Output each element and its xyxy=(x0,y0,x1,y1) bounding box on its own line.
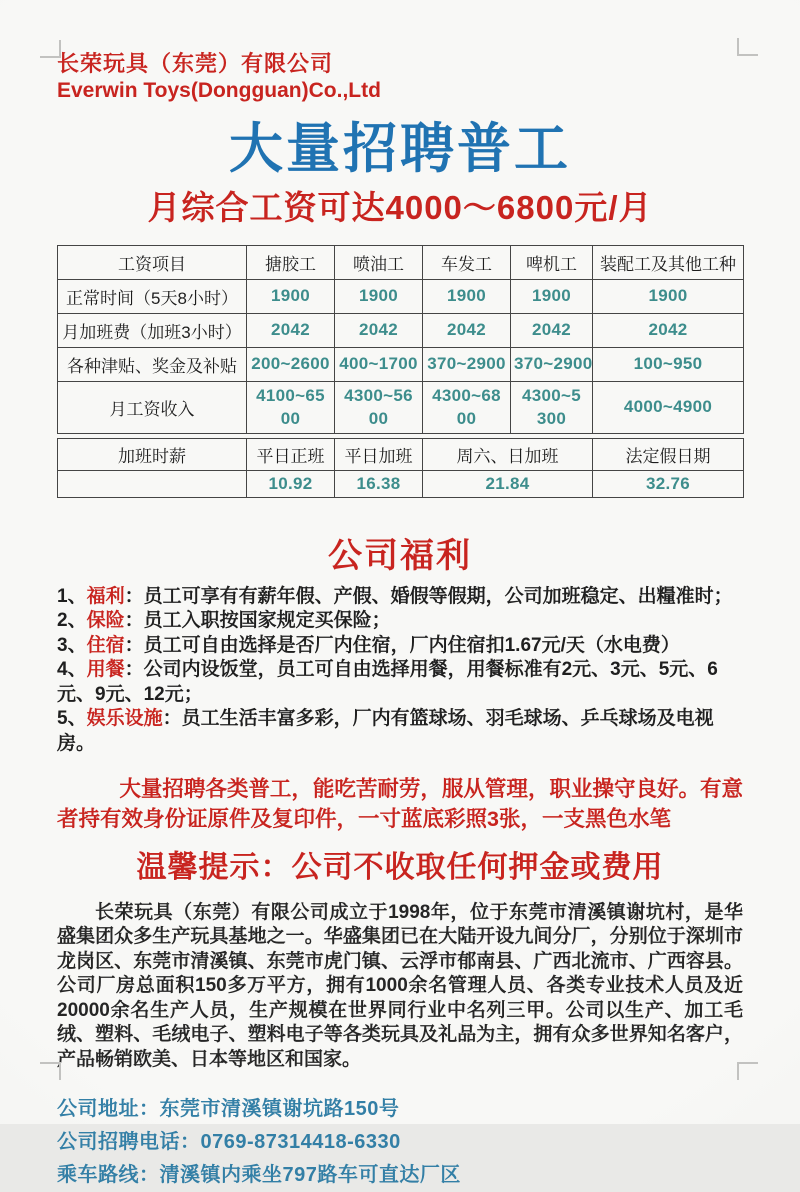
wage-value: 2042 xyxy=(247,313,335,347)
benefit-number: 4、 xyxy=(57,659,87,681)
benefit-text: 员工可享有有薪年假、产假、婚假等假期，公司加班稳定、出糧准时； xyxy=(143,585,733,607)
wage-table-row xyxy=(58,279,744,313)
column-header: 工资项目 xyxy=(58,245,247,279)
wage-value: 1900 xyxy=(247,279,335,313)
route-value: 清溪镇内乘坐797路车可直达厂区 xyxy=(159,1164,461,1187)
benefit-text: 公司内设饭堂，员工可自由选择用餐，用餐标准有2元、3元、5元、6元、9元、12元； xyxy=(57,659,718,705)
phone-label: 公司招聘电话： xyxy=(57,1131,201,1154)
wage-value: 4100~6500 xyxy=(247,381,335,434)
benefit-colon: ： xyxy=(162,708,182,730)
wage-value: 200~2600 xyxy=(247,347,335,381)
wage-value: 1900 xyxy=(335,279,423,313)
benefit-colon: ： xyxy=(124,610,144,632)
wage-table-row xyxy=(58,313,744,347)
rate-value: 10.92 xyxy=(247,471,335,498)
company-name-english: Everwin Toys(Dongguan)Co.,Ltd xyxy=(57,78,381,102)
wage-value: 4300~5300 xyxy=(511,381,593,434)
recruitment-phone-line xyxy=(57,1126,743,1159)
wage-table-row xyxy=(58,347,744,381)
benefit-item xyxy=(57,707,743,756)
row-label: 月工资收入 xyxy=(58,381,247,434)
company-address-line xyxy=(57,1093,743,1126)
row-label: 加班时薪 xyxy=(58,439,247,471)
column-header: 啤机工 xyxy=(511,245,593,279)
address-label: 公司地址： xyxy=(57,1098,160,1121)
wage-value: 370~2900 xyxy=(511,347,593,381)
wage-table xyxy=(57,245,744,435)
benefits-title: 公司福利 xyxy=(328,537,472,576)
wage-value: 2042 xyxy=(511,313,593,347)
benefits-section xyxy=(57,536,743,756)
benefit-colon: ： xyxy=(124,634,144,656)
benefit-label: 保险 xyxy=(86,610,125,632)
benefit-item xyxy=(57,609,743,634)
wage-value: 2042 xyxy=(335,313,423,347)
wage-value: 1900 xyxy=(511,279,593,313)
row-label: 月加班费（加班3小时） xyxy=(58,313,247,347)
address-value: 东莞市清溪镇谢坑路150号 xyxy=(159,1098,400,1121)
page-corner-mark-top-left xyxy=(40,40,61,58)
row-label: 正常时间（5天8小时） xyxy=(58,279,247,313)
wage-table-row xyxy=(58,381,744,434)
company-header xyxy=(57,50,743,104)
benefit-text: 员工入职按国家规定买保险； xyxy=(143,610,391,632)
bus-route-line xyxy=(57,1159,743,1192)
benefit-item xyxy=(57,585,743,610)
page-corner-mark-bottom-left xyxy=(40,1062,61,1080)
benefit-number: 3、 xyxy=(57,634,87,656)
wage-value: 2042 xyxy=(423,313,511,347)
rate-value: 21.84 xyxy=(423,471,593,498)
benefit-colon: ： xyxy=(124,659,144,681)
benefit-number: 1、 xyxy=(57,585,87,607)
column-header: 装配工及其他工种 xyxy=(593,245,744,279)
column-header: 车发工 xyxy=(423,245,511,279)
benefit-label: 福利 xyxy=(86,585,125,607)
column-header: 平日加班 xyxy=(335,439,423,471)
page-corner-mark-top-right xyxy=(737,38,758,56)
route-label: 乘车路线： xyxy=(57,1164,160,1187)
wage-value: 2042 xyxy=(593,313,744,347)
benefit-colon: ： xyxy=(124,585,144,607)
empty-cell xyxy=(58,471,247,498)
wage-table-header-row xyxy=(58,245,744,279)
wage-value: 4300~5600 xyxy=(335,381,423,434)
column-header: 周六、日加班 xyxy=(423,439,593,471)
company-name-chinese: 长荣玩具（东莞）有限公司 xyxy=(57,51,334,76)
wage-value: 4300~6800 xyxy=(423,381,511,434)
page-corner-mark-bottom-right xyxy=(737,1062,758,1080)
column-header: 喷油工 xyxy=(335,245,423,279)
benefit-text: 员工生活丰富多彩，厂内有篮球场、羽毛球场、乒乓球场及电视房。 xyxy=(57,708,714,754)
wage-value: 1900 xyxy=(423,279,511,313)
benefit-number: 5、 xyxy=(57,708,87,730)
benefit-item xyxy=(57,658,743,707)
rate-value: 32.76 xyxy=(593,471,744,498)
company-introduction: 长荣玩具（东莞）有限公司成立于1998年，位于东莞市清溪镇谢坑村，是华盛集团众多生产玩具基地之一。华盛集团已在大陆开设九间分厂，分别位于深圳市龙岗区、东莞市清溪镇、东莞市虎门镇、云浮市郁南县、广西北流市、广西容县。公司厂房总面积150多万平方，拥有1000余名管理人员、各类专业技术人员及近20000余名生产人员，生产规模在世界同行业中名列三甲。公司以生产、加工毛绒、塑料、毛绒电子、塑料电子等各类玩具及礼品为主，拥有众多世界知名客户，产品畅销欧美、日本等地区和国家。 xyxy=(57,901,743,1070)
column-header: 法定假日期 xyxy=(593,439,744,471)
column-header: 搪胶工 xyxy=(247,245,335,279)
recruitment-requirements-note: 大量招聘各类普工，能吃苦耐劳，服从管理，职业操守良好。有意者持有效身份证原件及复印件，一寸蓝底彩照3张，一支黑色水笔 xyxy=(57,777,743,832)
no-fee-warm-tip: 温馨提示：公司不收取任何押金或费用 xyxy=(136,850,664,884)
row-label: 各种津贴、奖金及补贴 xyxy=(58,347,247,381)
benefit-label: 用餐 xyxy=(86,659,125,681)
benefit-label: 娱乐设施 xyxy=(86,708,163,730)
overtime-rate-table xyxy=(57,438,744,498)
salary-range-subtitle: 月综合工资可达4000～6800元/月 xyxy=(147,189,653,227)
phone-value: 0769-87314418-6330 xyxy=(200,1131,401,1154)
contact-info xyxy=(57,1093,743,1192)
wage-value: 1900 xyxy=(593,279,744,313)
wage-value: 100~950 xyxy=(593,347,744,381)
benefit-label: 住宿 xyxy=(86,634,125,656)
wage-value: 400~1700 xyxy=(335,347,423,381)
benefit-item xyxy=(57,634,743,659)
overtime-header-row xyxy=(58,439,744,471)
benefit-text: 员工可自由选择是否厂内住宿，厂内住宿扣1.67元/天（水电费） xyxy=(143,634,680,656)
wage-value: 4000~4900 xyxy=(593,381,744,434)
poster-main-title: 大量招聘普工 xyxy=(229,118,571,179)
overtime-values-row xyxy=(58,471,744,498)
rate-value: 16.38 xyxy=(335,471,423,498)
benefit-number: 2、 xyxy=(57,610,87,632)
column-header: 平日正班 xyxy=(247,439,335,471)
wage-value: 370~2900 xyxy=(423,347,511,381)
